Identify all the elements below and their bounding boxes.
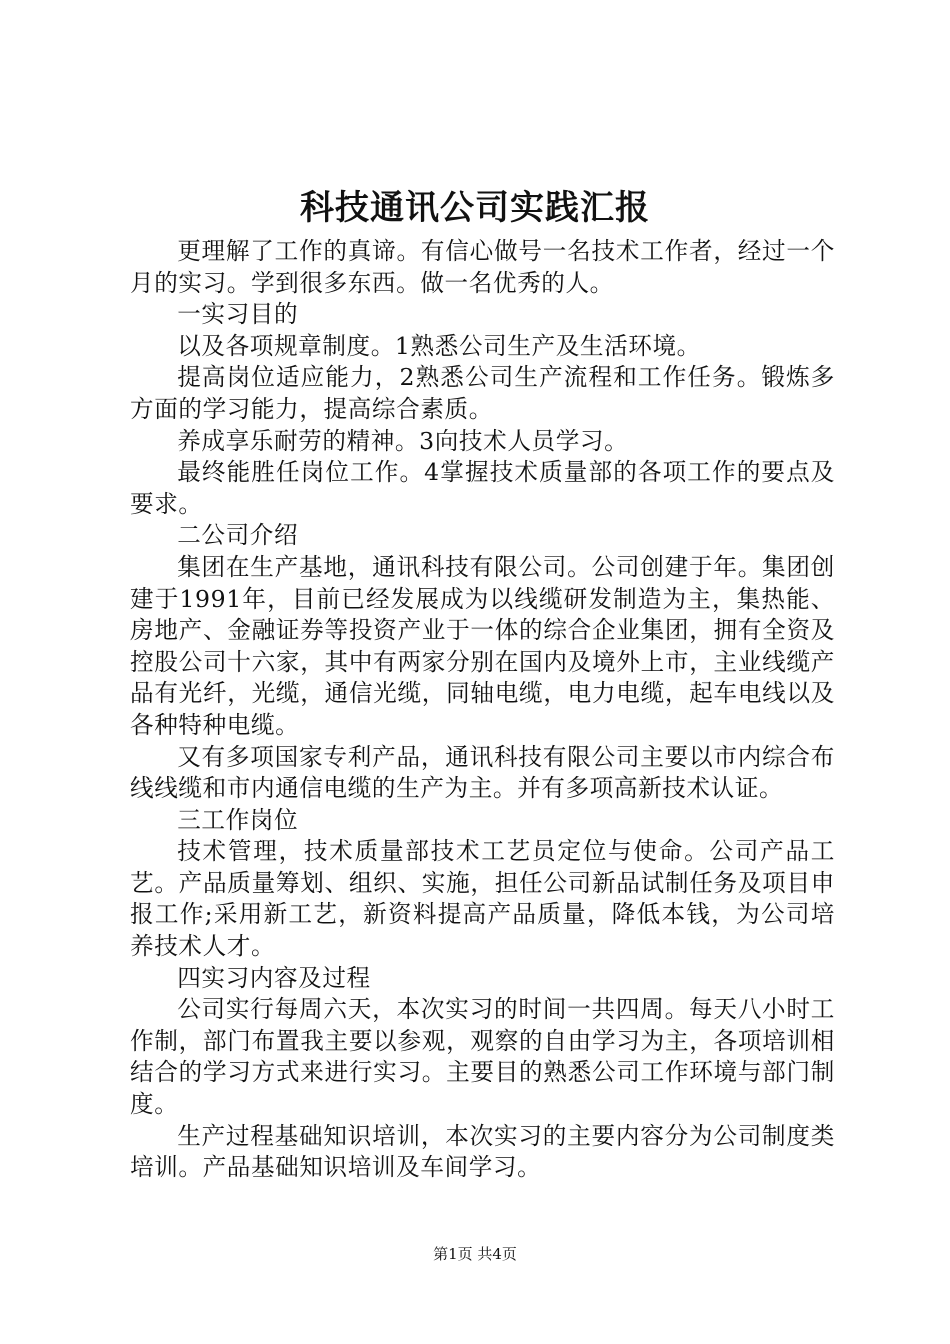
- section-heading: 三工作岗位: [177, 805, 299, 834]
- paragraph: 又有多项国家专利产品，通讯科技有限公司主要以市内综合布线线缆和市内通信电缆的生产为主。并有多项高新技术认证。: [130, 742, 835, 803]
- section-heading: 四实习内容及过程: [177, 963, 371, 992]
- paragraph: 养成享乐耐劳的精神。3向技术人员学习。: [177, 426, 629, 455]
- paragraph: 集团在生产基地，通讯科技有限公司。公司创建于年。集团创建于1991年，目前已经发展成为以线缆研发制造为主，集热能、房地产、金融证券等投资产业于一体的综合企业集团，拥有全资及控股公司十六家，其中有两家分别在国内及境外上市，主业线缆产品有光纤，光缆，通信光缆，同轴电缆，电力电缆，起车电线以及各种特种电缆。: [130, 552, 835, 739]
- paragraph: 技术管理，技术质量部技术工艺员定位与使命。公司产品工艺。产品质量筹划、组织、实施，担任公司新品试制任务及项目申报工作;采用新工艺，新资料提高产品质量，降低本钱，为公司培养技术人才。: [130, 837, 835, 961]
- section-heading: 二公司介绍: [177, 521, 299, 550]
- paragraph: 提高岗位适应能力，2熟悉公司生产流程和工作任务。锻炼多方面的学习能力，提高综合素质。: [130, 363, 835, 423]
- paragraph: 最终能胜任岗位工作。4掌握技术质量部的各项工作的要点及要求。: [130, 458, 835, 518]
- page-footer: 第1页 共4页: [433, 1245, 517, 1263]
- paragraph: 生产过程基础知识培训，本次实习的主要内容分为公司制度类培训。产品基础知识培训及车间学习。: [130, 1121, 835, 1182]
- document-body: [130, 236, 835, 1184]
- paragraph: 以及各项规章制度。1熟悉公司生产及生活环境。: [177, 331, 701, 360]
- section-heading: 一实习目的: [177, 300, 299, 329]
- document-title: 科技通讯公司实践汇报: [300, 188, 650, 228]
- paragraph: 更理解了工作的真谛。有信心做号一名技术工作者，经过一个月的实习。学到很多东西。做一名优秀的人。: [130, 237, 835, 297]
- paragraph: 公司实行每周六天，本次实习的时间一共四周。每天八小时工作制，部门布置我主要以参观，观察的自由学习为主，各项培训相结合的学习方式来进行实习。主要目的熟悉公司工作环境与部门制度。: [130, 995, 835, 1119]
